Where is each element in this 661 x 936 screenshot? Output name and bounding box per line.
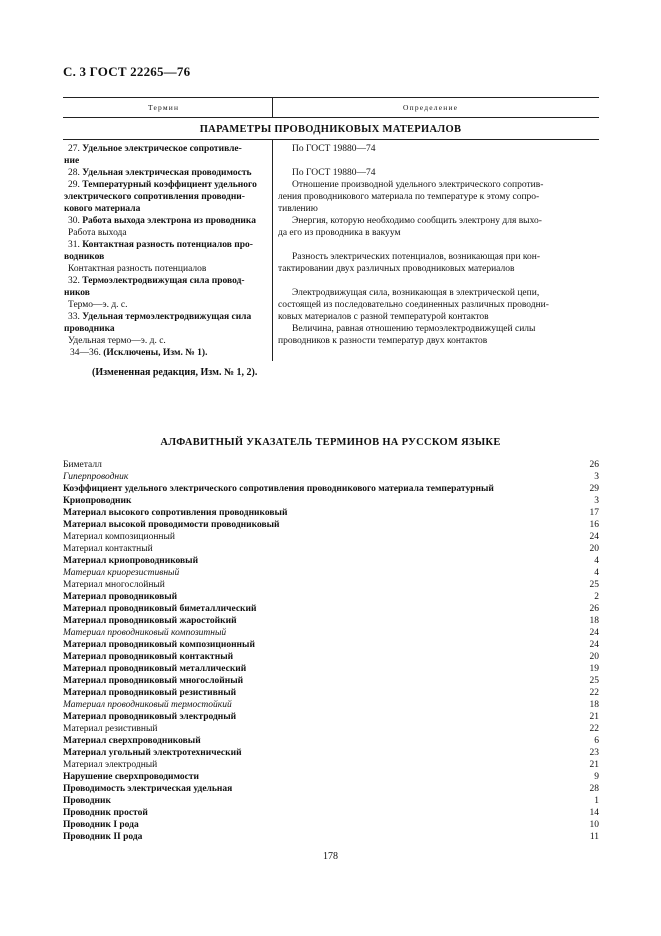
table-column-divider	[272, 139, 273, 361]
term-line	[68, 180, 257, 191]
index-entry	[63, 663, 599, 675]
term-line	[68, 168, 252, 179]
index-page: 18	[589, 616, 599, 626]
term-text: Работа выхода электрона из проводника	[82, 216, 256, 226]
term-line	[64, 156, 79, 167]
index-entry	[63, 471, 599, 483]
index-term: Материал проводниковый резистивный	[63, 688, 237, 698]
term-text: Работа выхода	[68, 228, 127, 238]
index-term: Материал проводниковый биметаллический	[63, 604, 257, 614]
index-page: 17	[589, 508, 599, 518]
index-entry	[63, 735, 599, 747]
index-term: Материал контактный	[63, 544, 153, 554]
term-number: 29.	[68, 180, 83, 190]
index-entry	[63, 495, 599, 507]
index-entry	[63, 543, 599, 555]
index-page: 21	[589, 760, 599, 770]
index-entry	[63, 723, 599, 735]
index-term: Криопроводник	[63, 496, 132, 506]
index-page: 16	[589, 520, 599, 530]
index-term: Гиперпроводник	[63, 472, 129, 482]
amendment-note: (Измененная редакция, Изм. № 1, 2).	[92, 367, 258, 378]
term-text: Контактная разность потенциалов	[68, 264, 207, 274]
table-header-rule	[63, 117, 599, 118]
section-title: ПАРАМЕТРЫ ПРОВОДНИКОВЫХ МАТЕРИАЛОВ	[199, 124, 462, 135]
index-term: Материал проводниковый	[63, 592, 178, 602]
term-line	[68, 228, 127, 239]
index-entry	[63, 567, 599, 579]
index-page: 9	[594, 772, 599, 782]
definition-line: тивлению	[278, 204, 318, 214]
index-page: 19	[589, 664, 599, 674]
index-page: 25	[589, 676, 599, 686]
term-line	[64, 192, 245, 203]
term-number: 34—36.	[70, 348, 104, 358]
definition-line: тактировании двух различных проводниковых материалов	[278, 264, 515, 274]
index-entry	[63, 579, 599, 591]
term-text: проводника	[64, 324, 115, 334]
term-text: ников	[64, 288, 90, 298]
term-line	[68, 276, 245, 287]
index-entry	[63, 459, 599, 471]
index-page: 29	[589, 484, 599, 494]
index-entry	[63, 483, 599, 495]
definition-line: По ГОСТ 19880—74	[292, 168, 376, 178]
index-term: Проводник I рода	[63, 820, 139, 830]
index-term: Материал резистивный	[63, 724, 158, 734]
index-term: Материал композиционный	[63, 532, 175, 542]
index-term: Материал проводниковый композиционный	[63, 640, 255, 650]
term-line	[64, 204, 140, 215]
index-term: Материал угольный электротехнический	[63, 748, 242, 758]
index-term: Коэффициент удельного электрического сопротивления проводникового материала температурный	[63, 484, 494, 494]
index-entry	[63, 555, 599, 567]
index-entry	[63, 783, 599, 795]
term-number: 27.	[68, 144, 83, 154]
index-entry	[63, 795, 599, 807]
term-line	[68, 216, 256, 227]
term-text: водников	[64, 252, 105, 262]
page-number: 178	[323, 851, 338, 862]
index-term: Материал проводниковый контактный	[63, 652, 234, 662]
index-entry	[63, 711, 599, 723]
term-line	[68, 264, 206, 275]
term-text: Термо—э. д. с.	[68, 300, 128, 310]
index-page: 24	[589, 628, 599, 638]
index-entry	[63, 531, 599, 543]
index-entry	[63, 687, 599, 699]
index-term: Проводник II рода	[63, 832, 143, 842]
index-entry	[63, 807, 599, 819]
column-header-definition: Определение	[403, 103, 459, 112]
term-number: 32.	[68, 276, 83, 286]
term-text: Термоэлектродвижущая сила провод-	[82, 276, 245, 286]
index-term: Материал проводниковый жаростойкий	[63, 616, 237, 626]
index-page: 22	[589, 688, 599, 698]
term-line	[64, 288, 90, 299]
index-page: 24	[589, 640, 599, 650]
index-page: 26	[589, 460, 599, 470]
term-number: 33.	[68, 312, 83, 322]
index-page: 10	[589, 820, 599, 830]
term-text: (Исключены, Изм. № 1).	[103, 348, 208, 358]
index-page: 28	[589, 784, 599, 794]
term-number: 30.	[68, 216, 83, 226]
index-term: Материал проводниковый многослойный	[63, 676, 244, 686]
index-entry	[63, 759, 599, 771]
index-entry	[63, 651, 599, 663]
definition-line: По ГОСТ 19880—74	[292, 144, 376, 154]
definition-line: Величина, равная отношению термоэлектродвижущей силы	[292, 324, 536, 334]
index-entry	[63, 747, 599, 759]
index-term: Материал электродный	[63, 760, 158, 770]
definition-line: состоящей из последовательно соединенных различных проводни-	[278, 300, 549, 310]
index-page: 18	[589, 700, 599, 710]
index-page: 4	[594, 556, 599, 566]
index-page: 3	[594, 472, 599, 482]
index-title: АЛФАВИТНЫЙ УКАЗАТЕЛЬ ТЕРМИНОВ НА РУССКОМ ЯЗЫКЕ	[160, 437, 501, 448]
index-term: Материал многослойный	[63, 580, 165, 590]
index-entry	[63, 819, 599, 831]
index-term: Материал проводниковый композитный	[63, 628, 227, 638]
table-column-divider-header	[272, 97, 273, 117]
index-page: 25	[589, 580, 599, 590]
index-page: 14	[589, 808, 599, 818]
index-page: 3	[594, 496, 599, 506]
index-page: 26	[589, 604, 599, 614]
index-entry	[63, 519, 599, 531]
term-text: Удельная термо—э. д. с.	[68, 336, 166, 346]
term-line	[64, 252, 104, 263]
index-term: Материал проводниковый термостойкий	[63, 700, 232, 710]
index-term: Проводник простой	[63, 808, 148, 818]
term-line	[68, 144, 242, 155]
index-page: 11	[589, 832, 599, 842]
index-entry	[63, 627, 599, 639]
page-header: С. 3 ГОСТ 22265—76	[63, 64, 191, 79]
index-entry	[63, 771, 599, 783]
index-term: Материал проводниковый электродный	[63, 712, 237, 722]
definition-line: Разность электрических потенциалов, возникающая при кон-	[292, 252, 541, 262]
index-term: Материал проводниковый металлический	[63, 664, 247, 674]
term-text: кового материала	[64, 204, 141, 214]
definition-line: Отношение производной удельного электрического сопротив-	[292, 180, 544, 190]
index-entry	[63, 699, 599, 711]
index-term: Материал криорезистивный	[63, 568, 180, 578]
index-term: Проводник	[63, 796, 111, 806]
term-line	[68, 240, 253, 251]
definition-line: проводников к разности температур двух контактов	[278, 336, 488, 346]
definition-line: Электродвижущая сила, возникающая в электрической цепи,	[292, 288, 540, 298]
index-page: 20	[589, 652, 599, 662]
index-page: 23	[589, 748, 599, 758]
section-title-rule	[63, 139, 599, 140]
term-text: Удельная термоэлектродвижущая сила	[82, 312, 252, 322]
term-line	[70, 348, 207, 359]
definition-line: ковых материалов с разной температурой контактов	[278, 312, 489, 322]
index-term: Нарушение сверхпроводимости	[63, 772, 199, 782]
term-text: Контактная разность потенциалов про-	[82, 240, 253, 250]
index-page: 20	[589, 544, 599, 554]
index-page: 1	[594, 796, 599, 806]
index-page: 22	[589, 724, 599, 734]
term-text: электрического сопротивления проводни-	[64, 192, 245, 202]
term-line	[68, 336, 166, 347]
index-entry	[63, 675, 599, 687]
index-term: Материал высокой проводимости проводниковый	[63, 520, 280, 530]
term-text: Удельное электрическое сопротивле-	[82, 144, 242, 154]
index-entry	[63, 507, 599, 519]
index-entry	[63, 603, 599, 615]
term-number: 28.	[68, 168, 83, 178]
index-entry	[63, 639, 599, 651]
index-term: Биметалл	[63, 460, 102, 470]
term-line	[64, 324, 115, 335]
term-line	[68, 312, 251, 323]
term-number: 31.	[68, 240, 83, 250]
index-term: Материал криопроводниковый	[63, 556, 199, 566]
definition-line: да его из проводника в вакуум	[278, 228, 401, 238]
index-term: Материал высокого сопротивления проводниковый	[63, 508, 288, 518]
index-page: 21	[589, 712, 599, 722]
index-entry	[63, 831, 599, 843]
table-top-rule	[63, 97, 599, 98]
term-text: Удельная электрическая проводимость	[82, 168, 252, 178]
term-text: ние	[64, 156, 80, 166]
index-page: 24	[589, 532, 599, 542]
definition-line: Энергия, которую необходимо сообщить электрону для выхо-	[292, 216, 542, 226]
index-entry	[63, 615, 599, 627]
definition-line: ления проводникового материала по температуре к этому сопро-	[278, 192, 540, 202]
term-line	[68, 300, 128, 311]
index-page: 2	[594, 592, 599, 602]
term-text: Температурный коэффициент удельного	[82, 180, 257, 190]
column-header-terms: Термин	[148, 103, 180, 112]
index-term: Материал сверхпроводниковый	[63, 736, 201, 746]
index-page: 6	[594, 736, 599, 746]
index-term: Проводимость электрическая удельная	[63, 784, 233, 794]
index-entry	[63, 591, 599, 603]
index-page: 4	[594, 568, 599, 578]
